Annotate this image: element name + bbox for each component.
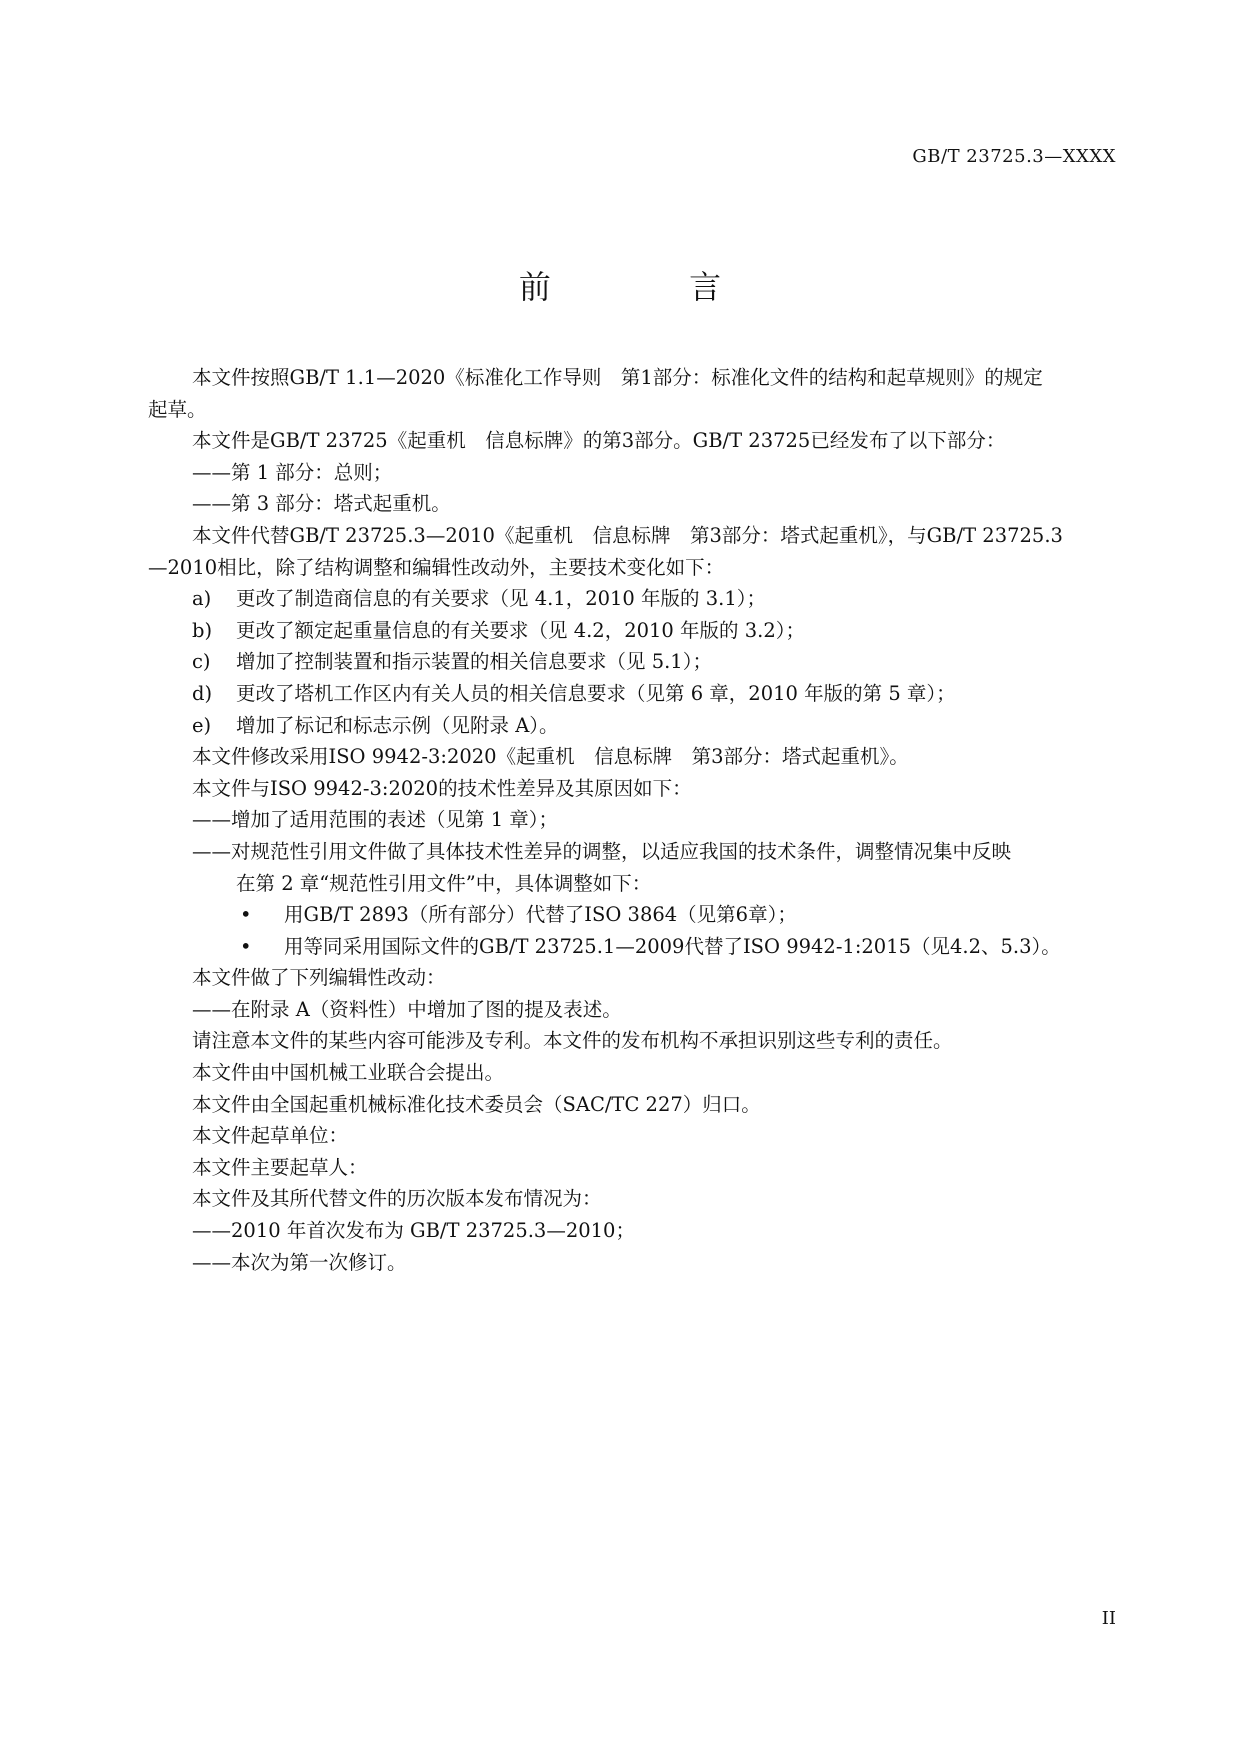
paragraph: 本文件由中国机械工业联合会提出。 bbox=[192, 1061, 505, 1085]
list-item bbox=[148, 678, 1120, 710]
bullet-icon: • bbox=[240, 934, 252, 958]
list-item bbox=[148, 615, 1120, 647]
page-title: 前 言 bbox=[518, 268, 786, 306]
paragraph: 本文件代替GB/T 23725.3—2010《起重机 信息标牌 第3部分：塔式起重机》，与GB/T 23725.3 bbox=[192, 523, 1063, 547]
dash-item: ——对规范性引用文件做了具体技术性差异的调整，以适应我国的技术条件，调整情况集中反映 bbox=[192, 839, 1012, 863]
list-text: 更改了制造商信息的有关要求（见 4.1，2010 年版的 3.1）； bbox=[236, 587, 766, 611]
list-label: b) bbox=[192, 618, 213, 642]
paragraph-continuation: —2010相比，除了结构调整和编辑性改动外，主要技术变化如下： bbox=[148, 555, 725, 579]
paragraph: 本文件做了下列编辑性改动： bbox=[192, 966, 446, 990]
paragraph-continuation: 起草。 bbox=[148, 397, 207, 421]
paragraph: 本文件及其所代替文件的历次版本发布情况为： bbox=[192, 1187, 602, 1211]
list-label: a) bbox=[192, 587, 212, 611]
paragraph: 本文件主要起草人： bbox=[192, 1155, 368, 1179]
paragraph: 本文件由全国起重机械标准化技术委员会（SAC/TC 227）归口。 bbox=[192, 1092, 761, 1116]
paragraph: 本文件按照GB/T 1.1—2020《标准化工作导则 第1部分：标准化文件的结构和起草规则》的规定 bbox=[192, 366, 1043, 389]
dash-item: ——本次为第一次修订。 bbox=[192, 1250, 407, 1274]
dash-item: ——第 3 部分：塔式起重机。 bbox=[192, 492, 451, 516]
paragraph: 本文件与ISO 9942-3:2020的技术性差异及其原因如下： bbox=[192, 776, 692, 800]
list-item bbox=[148, 583, 1120, 615]
list-item bbox=[148, 710, 1120, 742]
bullet-text: 用GB/T 2893（所有部分）代替了ISO 3864（见第6章）； bbox=[284, 903, 797, 927]
dash-item: ——2010 年首次发布为 GB/T 23725.3—2010； bbox=[192, 1219, 635, 1243]
dash-item: ——第 1 部分：总则； bbox=[192, 460, 393, 484]
paragraph: 请注意本文件的某些内容可能涉及专利。本文件的发布机构不承担识别这些专利的责任。 bbox=[192, 1029, 953, 1053]
list-label: d) bbox=[192, 681, 213, 705]
bullet-text: 用等同采用国际文件的GB/T 23725.1—2009代替了ISO 9942-1:2015（见4.2、5.3）。 bbox=[284, 934, 1061, 958]
dash-item-continuation: 在第 2 章“规范性引用文件”中，具体调整如下： bbox=[236, 871, 652, 895]
list-label: c) bbox=[192, 650, 211, 674]
list-text: 增加了控制装置和指示装置的相关信息要求（见 5.1）； bbox=[236, 650, 712, 674]
list-text: 更改了塔机工作区内有关人员的相关信息要求（见第 6 章，2010 年版的第 5 章）； bbox=[236, 681, 956, 705]
document-body bbox=[148, 362, 1120, 1278]
list-text: 更改了额定起重量信息的有关要求（见 4.2，2010 年版的 3.2）； bbox=[236, 618, 805, 642]
paragraph: 本文件修改采用ISO 9942-3:2020《起重机 信息标牌 第3部分：塔式起重机》。 bbox=[192, 745, 909, 769]
paragraph: 本文件是GB/T 23725《起重机 信息标牌》的第3部分。GB/T 23725已经发布了以下部分： bbox=[192, 429, 1006, 453]
dash-item: ——在附录 A（资料性）中增加了图的提及表述。 bbox=[192, 997, 622, 1021]
bullet-icon: • bbox=[240, 903, 252, 927]
bullet-item bbox=[148, 899, 1120, 931]
bullet-item bbox=[148, 931, 1120, 963]
list-label: e) bbox=[192, 713, 212, 737]
paragraph: 本文件起草单位： bbox=[192, 1124, 349, 1148]
list-item bbox=[148, 646, 1120, 678]
list-text: 增加了标记和标志示例（见附录 A）。 bbox=[236, 713, 559, 737]
page-header-doc-code: GB/T 23725.3—XXXX bbox=[912, 146, 1116, 167]
dash-item: ——增加了适用范围的表述（见第 1 章）； bbox=[192, 808, 559, 832]
page-number: II bbox=[1101, 1608, 1116, 1629]
